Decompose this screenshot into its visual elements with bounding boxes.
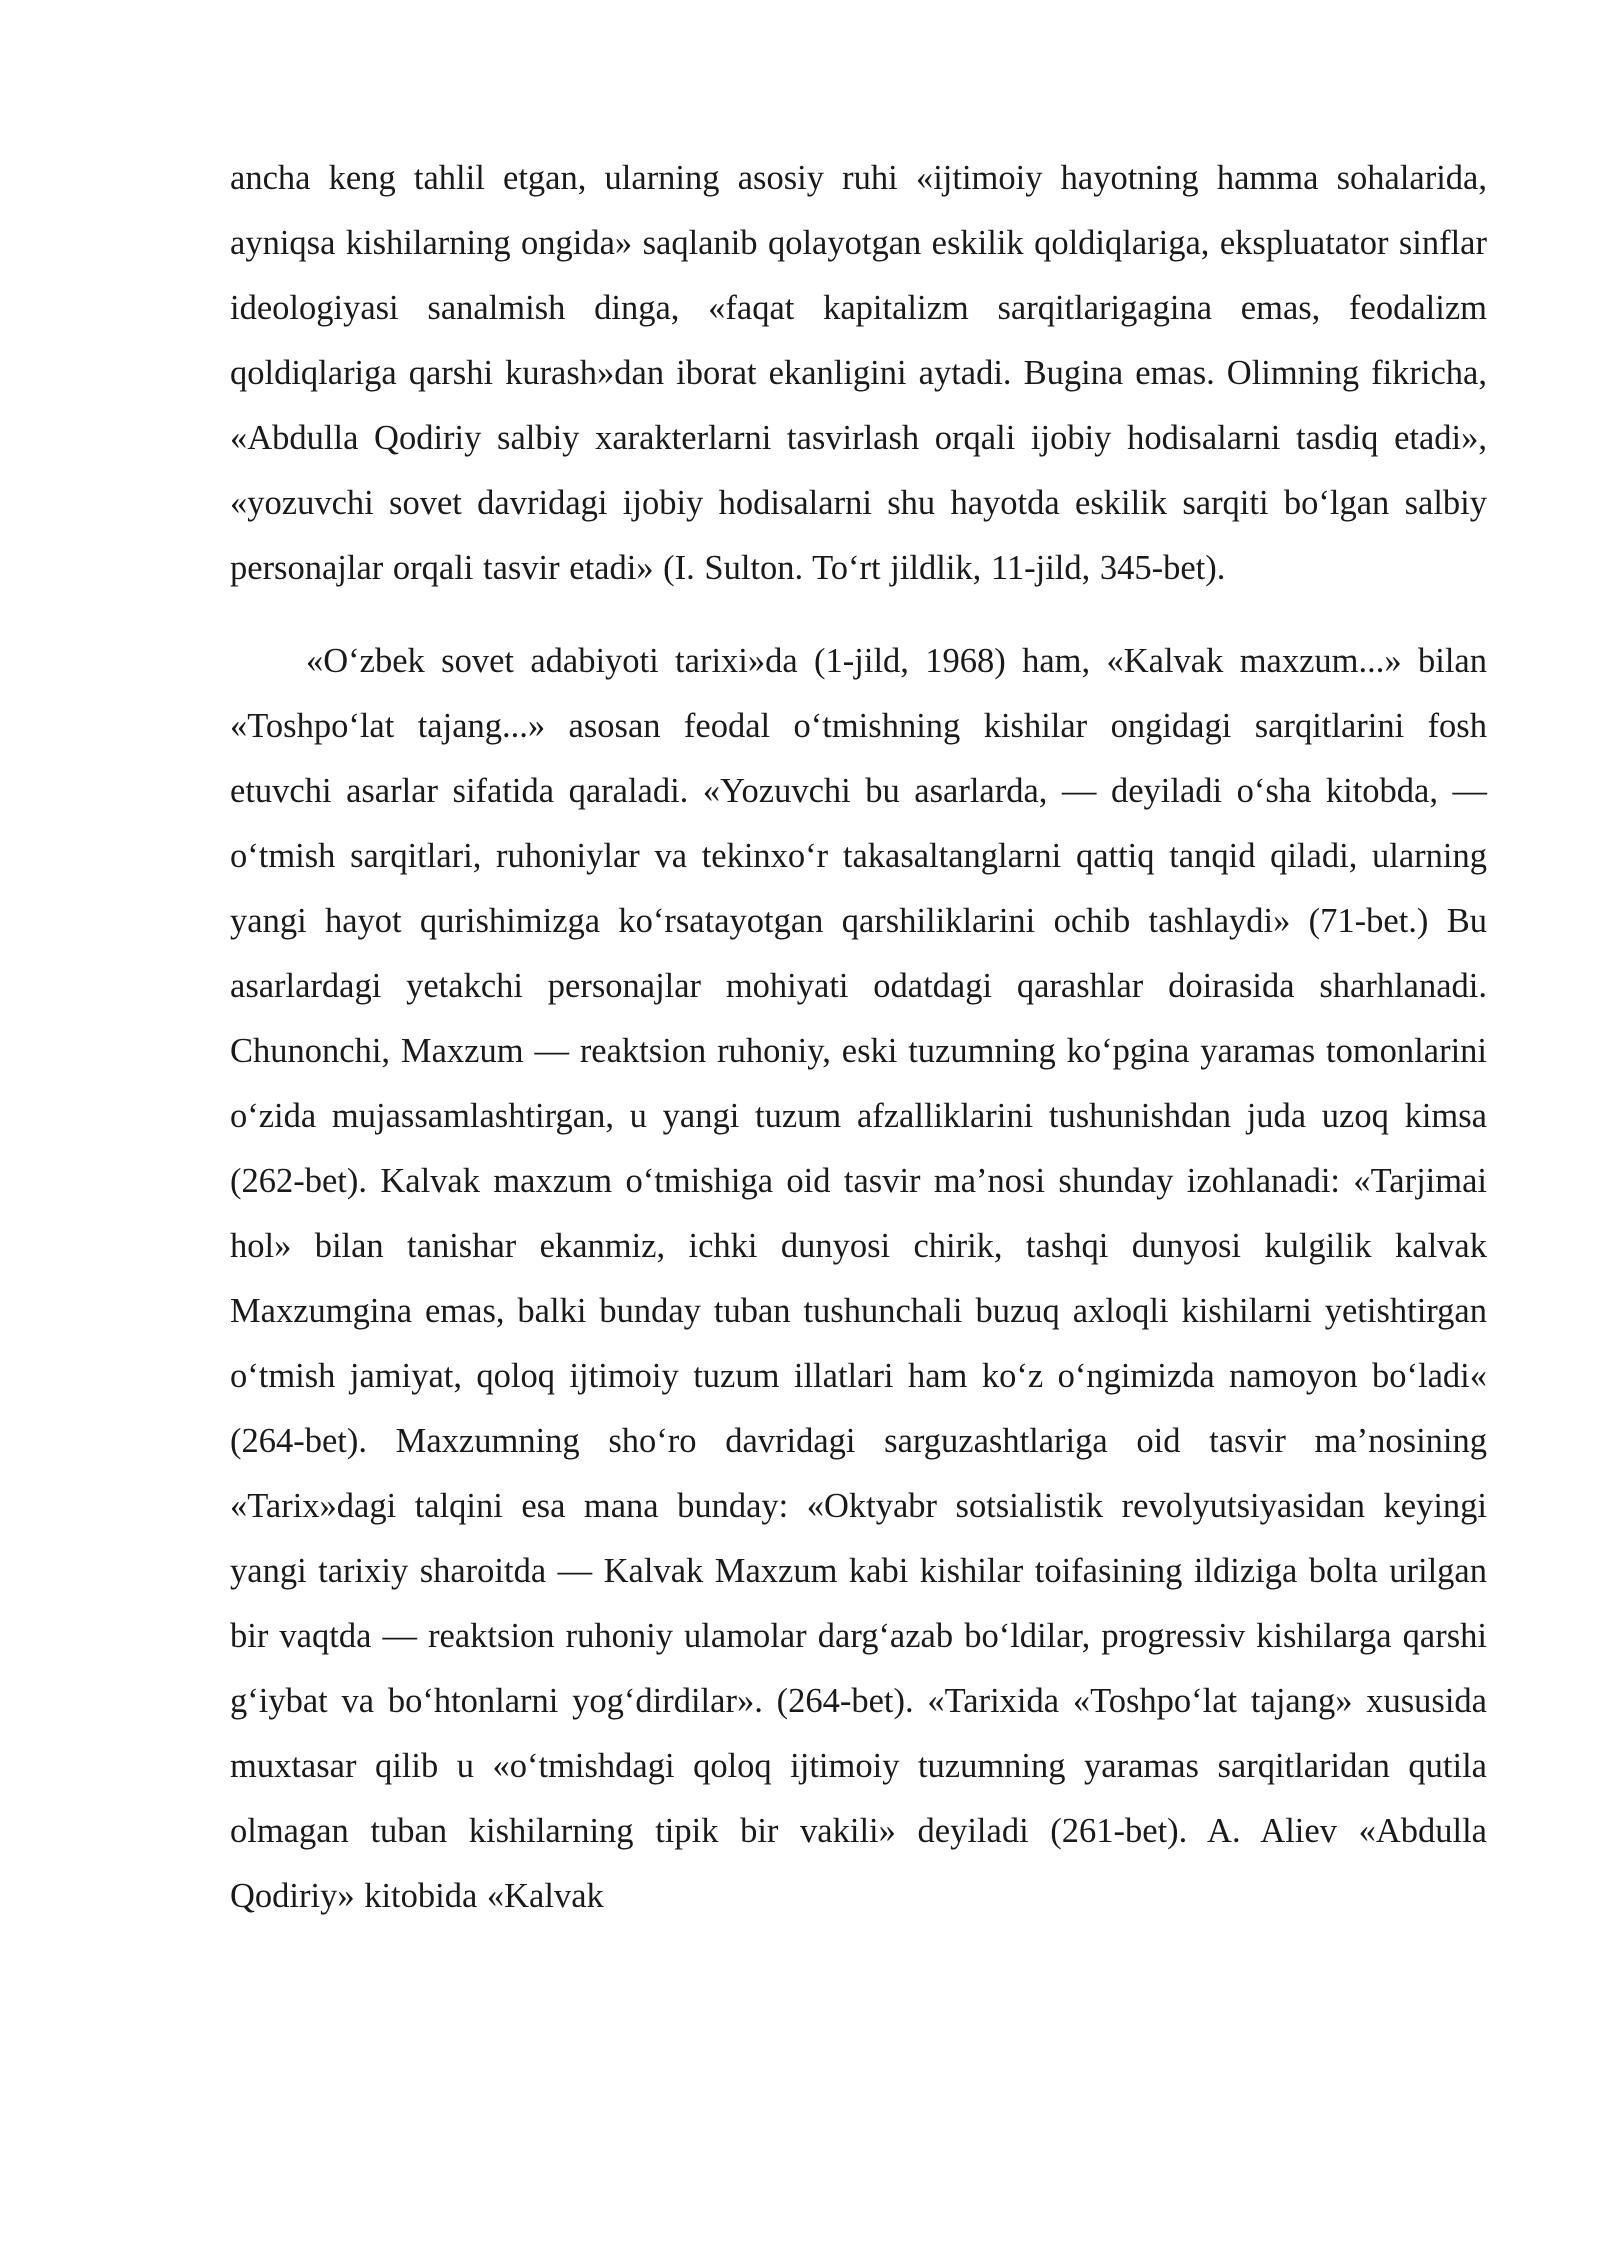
paragraph-2: «Oʻzbek sovet adabiyoti tarixi»da (1-jild, 1968) ham, «Kalvak maxzum...» bilan «Toshpoʻlat tajang...» asosan feodal oʻtmishning kishilar ongidagi sarqitlarini fosh etuvchi asarlar sifatida qaraladi. «Yozuvchi bu asarlarda, — deyiladi oʻsha kitobda, — oʻtmish sarqitlari, ruhoniylar va tekinxoʻr takasaltanglarni qattiq tanqid qiladi, ularning yangi hayot qurishimizga koʻrsatayotgan qarshiliklarini ochib tashlaydi» (71-bet.) Bu asarlardagi yetakchi personajlar mohiyati odatdagi qarashlar doirasida sharhlanadi. Chunonchi, Maxzum — reaktsion ruhoniy, eski tuzumning koʻpgina yaramas tomonlarini oʻzida mujassamlashtirgan, u yangi tuzum afzalliklarini tushunishdan juda uzoq kimsa (262-bet). Kalvak maxzum oʻtmishiga oid tasvir ma’nosi shunday izohlanadi: «Tarjimai hol» bilan tanishar ekanmiz, ichki dunyosi chirik, tashqi dunyosi kulgilik kalvak Maxzumgina emas, balki bunday tuban tushunchali buzuq axloqli kishilarni yetishtirgan oʻtmish jamiyat, qoloq ijtimoiy tuzum illatlari ham koʻz oʻngimizda namoyon boʻladi« (264-bet). Maxzumning shoʻro davridagi sarguzashtlariga oid tasvir ma’nosining «Tarix»dagi talqini esa mana bunday: «Oktyabr sotsialistik revolyutsiyasidan keyingi yangi tarixiy sharoitda — Kalvak Maxzum kabi kishilar toifasining ildiziga bolta urilgan bir vaqtda — reaktsion ruhoniy ulamolar dargʻazab boʻldilar, progressiv kishilarga qarshi gʻiybat va boʻhtonlarni yogʻdirdilar». (264-bet). «Tarixida «Toshpoʻlat tajang» xususida muxtasar qilib u «oʻtmishdagi qoloq ijtimoiy tuzumning yaramas sarqitlaridan qutila olmagan tuban kishilarning tipik bir vakili» deyiladi (261-bet). A. Aliev «Abdulla Qodiriy» kitobida «Kalvak (230, 642, 1487, 1915)
paragraph-1: ancha keng tahlil etgan, ularning asosiy ruhi «ijtimoiy hayotning hamma sohalarida, ayniqsa kishilarning ongida» saqlanib qolayotgan eskilik qoldiqlariga, ekspluatator sinflar ideologiyasi sanalmish dinga, «faqat kapitalizm sarqitlarigagina emas, feodalizm qoldiqlariga qarshi kurash»dan iborat ekanligini aytadi. Bugina emas. Olimning fikricha, «Abdulla Qodiriy salbiy xarakterlarni tasvirlash orqali ijobiy hodisalarni tasdiq etadi», «yozuvchi sovet davridagi ijobiy hodisalarni shu hayotda eskilik sarqiti boʻlgan salbiy personajlar orqali tasvir etadi» (I. Sulton. Toʻrt jildlik, 11-jild, 345-bet). (230, 159, 1487, 587)
document-page (230, 146, 1487, 1929)
